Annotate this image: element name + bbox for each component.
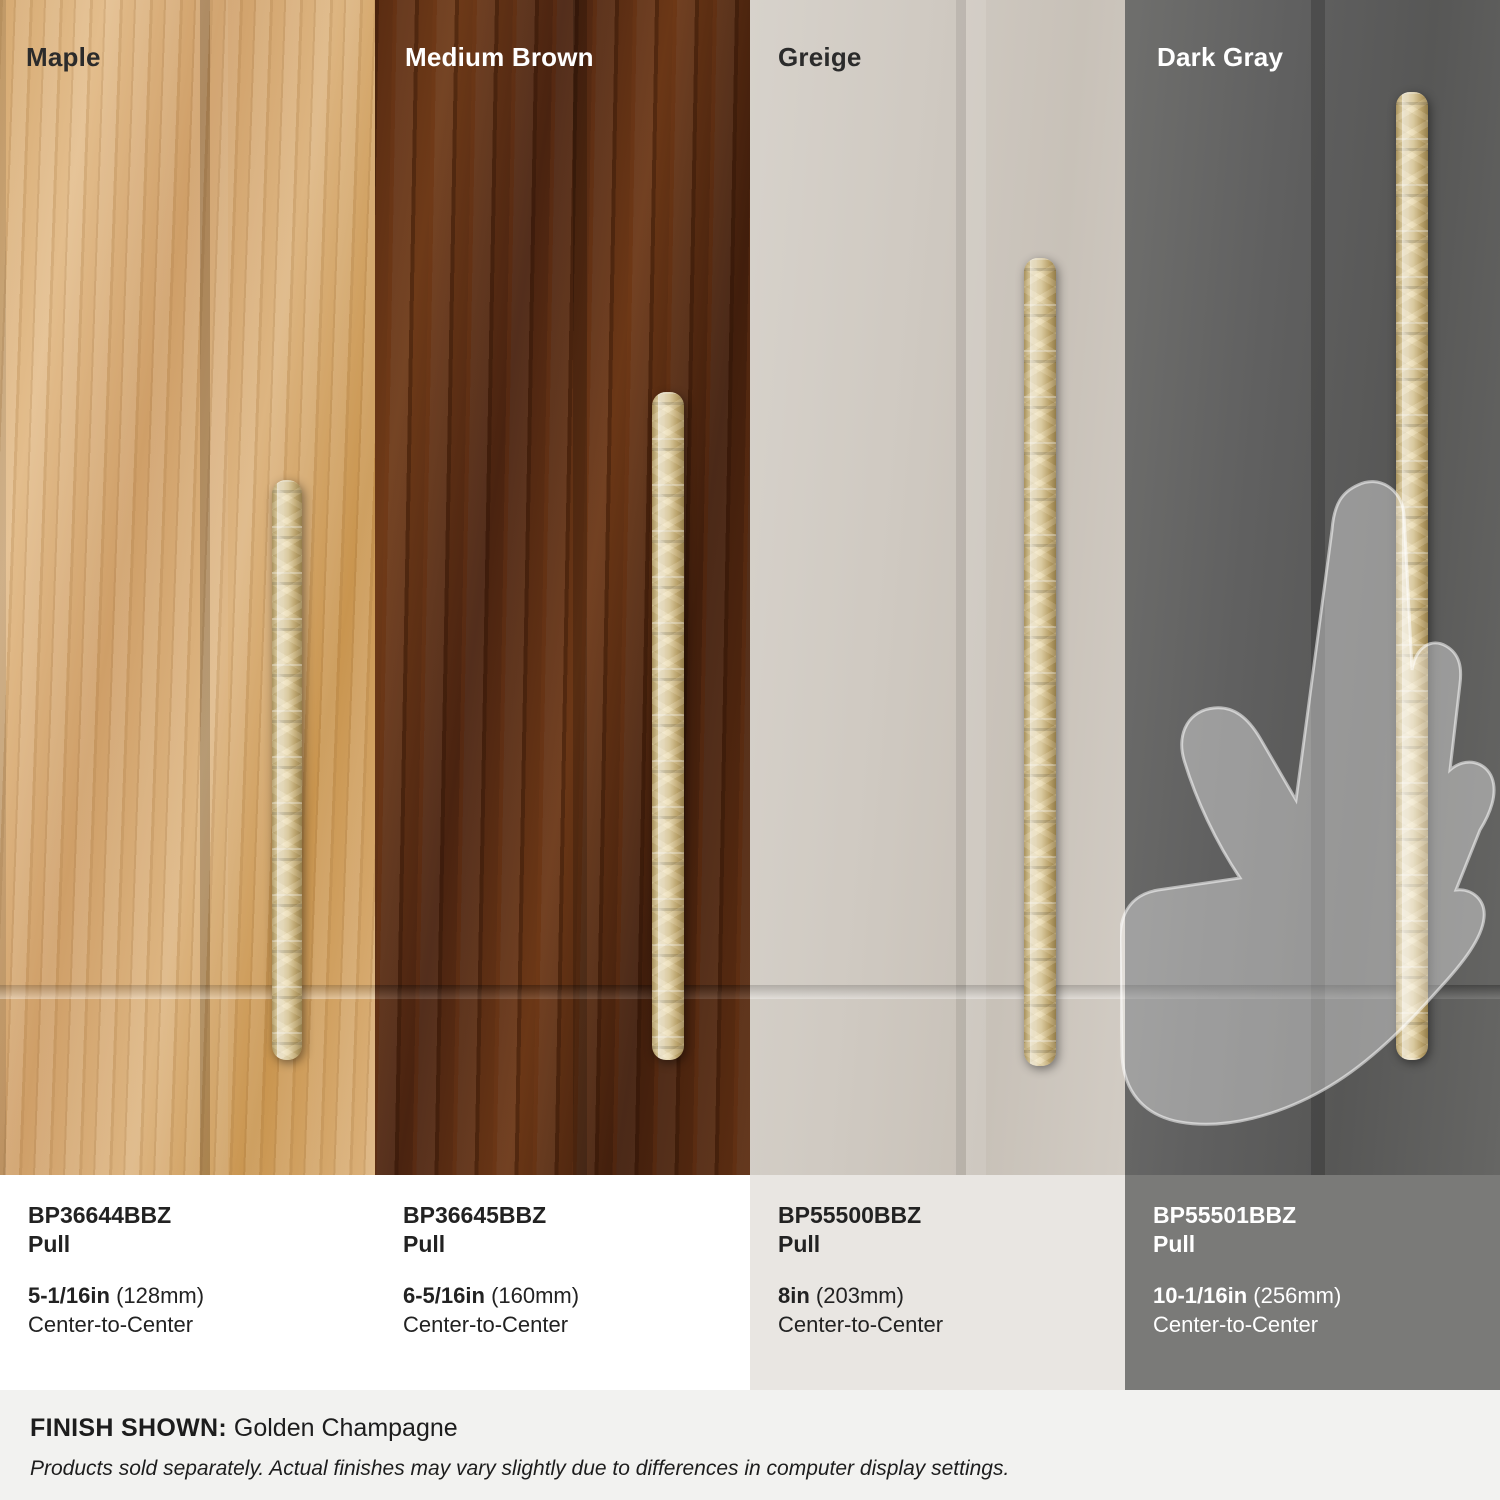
dimension-millimeters: (203mm) xyxy=(815,1282,904,1308)
finish-shown-value: Golden Champagne xyxy=(233,1414,458,1442)
finish-shown-label: FINISH SHOWN: xyxy=(30,1414,227,1442)
pull-highlight xyxy=(1402,92,1409,1060)
product-sku: BP36645BBZ xyxy=(403,1202,547,1228)
dimension-inches: 10-1/16in xyxy=(1153,1282,1248,1308)
panel-greige xyxy=(750,0,1125,1175)
cabinet-pull-hardware xyxy=(652,392,684,1060)
product-type: Pull xyxy=(1153,1230,1196,1257)
dimension-inches: 5-1/16in xyxy=(28,1282,110,1308)
cabinet-pull-hardware xyxy=(272,480,302,1060)
footer-band xyxy=(0,1390,1500,1500)
panel-dark-gray xyxy=(1125,0,1500,1175)
product-info-maple xyxy=(0,1175,375,1390)
cabinet-pull-hardware xyxy=(1024,258,1056,1066)
product-info-greige xyxy=(750,1175,1125,1390)
pull-highlight xyxy=(277,480,284,1060)
pull-highlight xyxy=(1030,258,1037,1066)
product-type: Pull xyxy=(28,1230,71,1257)
panel-maple xyxy=(0,0,375,1175)
product-type: Pull xyxy=(403,1230,446,1257)
product-dimension xyxy=(778,1281,1097,1340)
dimension-inches: 6-5/16in xyxy=(403,1282,485,1308)
spacing-label: Center-to-Center xyxy=(28,1312,194,1338)
finish-label-medium-brown: Medium Brown xyxy=(405,42,594,72)
dimension-millimeters: (128mm) xyxy=(116,1282,205,1308)
product-type: Pull xyxy=(778,1230,821,1257)
product-sku: BP55501BBZ xyxy=(1153,1202,1297,1228)
spacing-label: Center-to-Center xyxy=(403,1312,569,1338)
finish-label-dark-gray: Dark Gray xyxy=(1157,42,1284,72)
product-dimension xyxy=(1153,1281,1472,1340)
finish-label-maple: Maple xyxy=(26,42,101,72)
panel-medium-brown xyxy=(375,0,750,1175)
disclaimer-text: Products sold separately. Actual finishes may vary slightly due to differences in computer display settings. xyxy=(30,1457,1010,1480)
product-info-medium-brown xyxy=(375,1175,750,1390)
product-info-band xyxy=(0,1175,1500,1390)
dimension-millimeters: (256mm) xyxy=(1253,1282,1342,1308)
product-sku: BP55500BBZ xyxy=(778,1202,922,1228)
pull-highlight xyxy=(658,392,665,1060)
cabinet-rail-shadow xyxy=(0,985,375,999)
finish-shown-line xyxy=(30,1414,1470,1443)
finish-label-greige: Greige xyxy=(778,42,862,72)
spacing-label: Center-to-Center xyxy=(1153,1312,1319,1338)
cabinet-rail-shadow xyxy=(375,985,750,999)
dimension-inches: 8in xyxy=(778,1282,810,1308)
product-info-dark-gray xyxy=(1125,1175,1500,1390)
product-sku: BP36644BBZ xyxy=(28,1202,172,1228)
product-dimension xyxy=(28,1281,347,1340)
dimension-millimeters: (160mm) xyxy=(491,1282,580,1308)
product-dimension xyxy=(403,1281,722,1340)
cabinet-rail-shadow xyxy=(1125,985,1500,999)
cabinet-pull-hardware xyxy=(1396,92,1428,1060)
spacing-label: Center-to-Center xyxy=(778,1312,944,1338)
cabinet-rail-shadow xyxy=(750,985,1125,999)
